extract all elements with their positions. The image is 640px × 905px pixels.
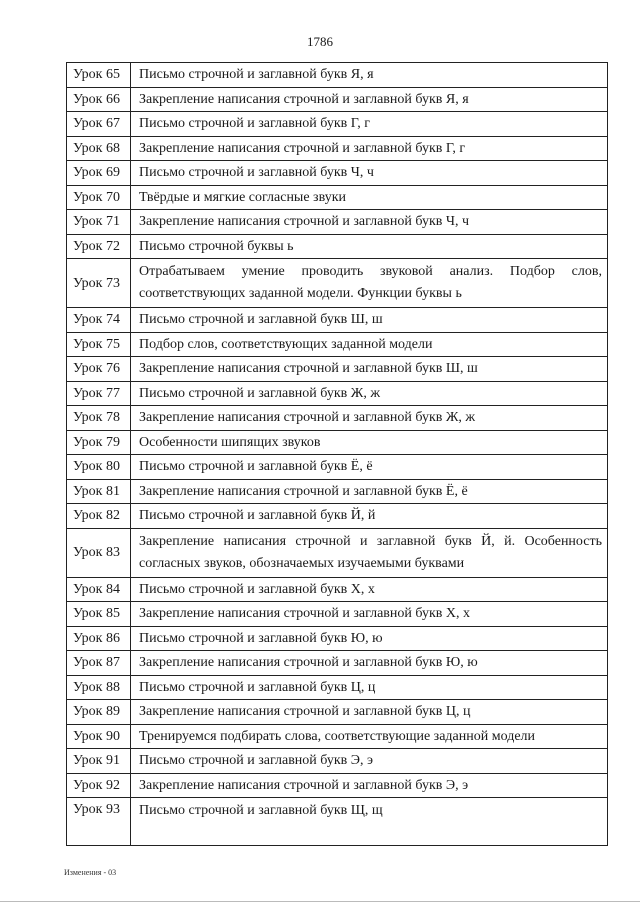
- lesson-topic: Закрепление написания строчной и заглавной букв Я, я: [131, 87, 608, 112]
- lesson-number: Урок 82: [67, 504, 131, 529]
- lesson-number: Урок 67: [67, 112, 131, 137]
- table-row: [67, 773, 608, 798]
- lesson-number: Урок 72: [67, 234, 131, 259]
- lesson-number: Урок 77: [67, 381, 131, 406]
- lesson-topic: Письмо строчной и заглавной букв Я, я: [131, 63, 608, 88]
- table-row: [67, 749, 608, 774]
- lesson-number: Урок 76: [67, 357, 131, 382]
- lesson-topic: Письмо строчной и заглавной букв Ю, ю: [131, 626, 608, 651]
- lesson-topic: Закрепление написания строчной и заглавной букв Ю, ю: [131, 651, 608, 676]
- lesson-number: Урок 73: [67, 259, 131, 308]
- scan-edge-line: [0, 901, 640, 902]
- lesson-number: Урок 87: [67, 651, 131, 676]
- lesson-table: [66, 62, 608, 846]
- lesson-number: Урок 83: [67, 528, 131, 577]
- lesson-topic: Письмо строчной и заглавной букв Щ, щ: [131, 798, 608, 846]
- table-row: [67, 161, 608, 186]
- lesson-topic: Тренируемся подбирать слова, соответствующие заданной модели: [131, 724, 608, 749]
- lesson-topic: Письмо строчной буквы ь: [131, 234, 608, 259]
- lesson-number: Урок 93: [67, 798, 131, 846]
- table-row: [67, 479, 608, 504]
- lesson-number: Урок 70: [67, 185, 131, 210]
- table-row: [67, 528, 608, 577]
- table-row: [67, 210, 608, 235]
- table-row: [67, 798, 608, 846]
- table-row: [67, 234, 608, 259]
- lesson-number: Урок 89: [67, 700, 131, 725]
- table-row: [67, 112, 608, 137]
- footer-note: Изменения - 03: [64, 868, 117, 877]
- lesson-number: Урок 65: [67, 63, 131, 88]
- table-row: [67, 259, 608, 308]
- table-row: [67, 185, 608, 210]
- lesson-topic: Письмо строчной и заглавной букв Г, г: [131, 112, 608, 137]
- table-row: [67, 577, 608, 602]
- lesson-topic: Закрепление написания строчной и заглавной букв Э, э: [131, 773, 608, 798]
- page-number: 1786: [307, 34, 333, 49]
- lesson-number: Урок 68: [67, 136, 131, 161]
- lesson-topic: Закрепление написания строчной и заглавной букв Ч, ч: [131, 210, 608, 235]
- table-row: [67, 724, 608, 749]
- lesson-number: Урок 75: [67, 332, 131, 357]
- table-row: [67, 308, 608, 333]
- table-row: [67, 87, 608, 112]
- lesson-topic: Письмо строчной и заглавной букв Ж, ж: [131, 381, 608, 406]
- table-row: [67, 63, 608, 88]
- lesson-number: Урок 78: [67, 406, 131, 431]
- table-row: [67, 626, 608, 651]
- table-row: [67, 406, 608, 431]
- lesson-topic: Письмо строчной и заглавной букв Ё, ё: [131, 455, 608, 480]
- lesson-topic: Закрепление написания строчной и заглавной букв Х, х: [131, 602, 608, 627]
- table-row: [67, 651, 608, 676]
- lesson-number: Урок 69: [67, 161, 131, 186]
- lesson-topic: Подбор слов, соответствующих заданной модели: [131, 332, 608, 357]
- table-row: [67, 332, 608, 357]
- lesson-topic: Письмо строчной и заглавной букв Й, й: [131, 504, 608, 529]
- lesson-number: Урок 80: [67, 455, 131, 480]
- table-row: [67, 675, 608, 700]
- lesson-topic: Закрепление написания строчной и заглавной букв Й, й. Особенность согласных звуков, обозначаемых изучаемыми буквами: [131, 528, 608, 577]
- lesson-number: Урок 90: [67, 724, 131, 749]
- lesson-topic: Особенности шипящих звуков: [131, 430, 608, 455]
- lesson-number: Урок 74: [67, 308, 131, 333]
- lesson-topic: Закрепление написания строчной и заглавной букв Г, г: [131, 136, 608, 161]
- lesson-number: Урок 84: [67, 577, 131, 602]
- table-row: [67, 136, 608, 161]
- lesson-topic: Закрепление написания строчной и заглавной букв Ш, ш: [131, 357, 608, 382]
- lesson-number: Урок 81: [67, 479, 131, 504]
- lesson-topic: Письмо строчной и заглавной букв Ц, ц: [131, 675, 608, 700]
- lesson-table-body: [67, 63, 608, 846]
- lesson-number: Урок 66: [67, 87, 131, 112]
- table-row: [67, 504, 608, 529]
- lesson-number: Урок 92: [67, 773, 131, 798]
- lesson-topic: Закрепление написания строчной и заглавной букв Ж, ж: [131, 406, 608, 431]
- lesson-topic: Твёрдые и мягкие согласные звуки: [131, 185, 608, 210]
- lesson-topic: Закрепление написания строчной и заглавной букв Ц, ц: [131, 700, 608, 725]
- lesson-topic: Письмо строчной и заглавной букв Э, э: [131, 749, 608, 774]
- lesson-number: Урок 91: [67, 749, 131, 774]
- lesson-topic: Письмо строчной и заглавной букв Ш, ш: [131, 308, 608, 333]
- table-row: [67, 381, 608, 406]
- lesson-number: Урок 88: [67, 675, 131, 700]
- lesson-topic: Отрабатываем умение проводить звуковой анализ. Подбор слов, соответствующих заданной модели. Функции буквы ь: [131, 259, 608, 308]
- lesson-topic: Закрепление написания строчной и заглавной букв Ё, ё: [131, 479, 608, 504]
- lesson-topic: Письмо строчной и заглавной букв Ч, ч: [131, 161, 608, 186]
- lesson-number: Урок 79: [67, 430, 131, 455]
- table-row: [67, 357, 608, 382]
- lesson-topic: Письмо строчной и заглавной букв Х, х: [131, 577, 608, 602]
- lesson-number: Урок 86: [67, 626, 131, 651]
- lesson-number: Урок 85: [67, 602, 131, 627]
- table-row: [67, 455, 608, 480]
- table-row: [67, 602, 608, 627]
- table-row: [67, 430, 608, 455]
- table-row: [67, 700, 608, 725]
- lesson-number: Урок 71: [67, 210, 131, 235]
